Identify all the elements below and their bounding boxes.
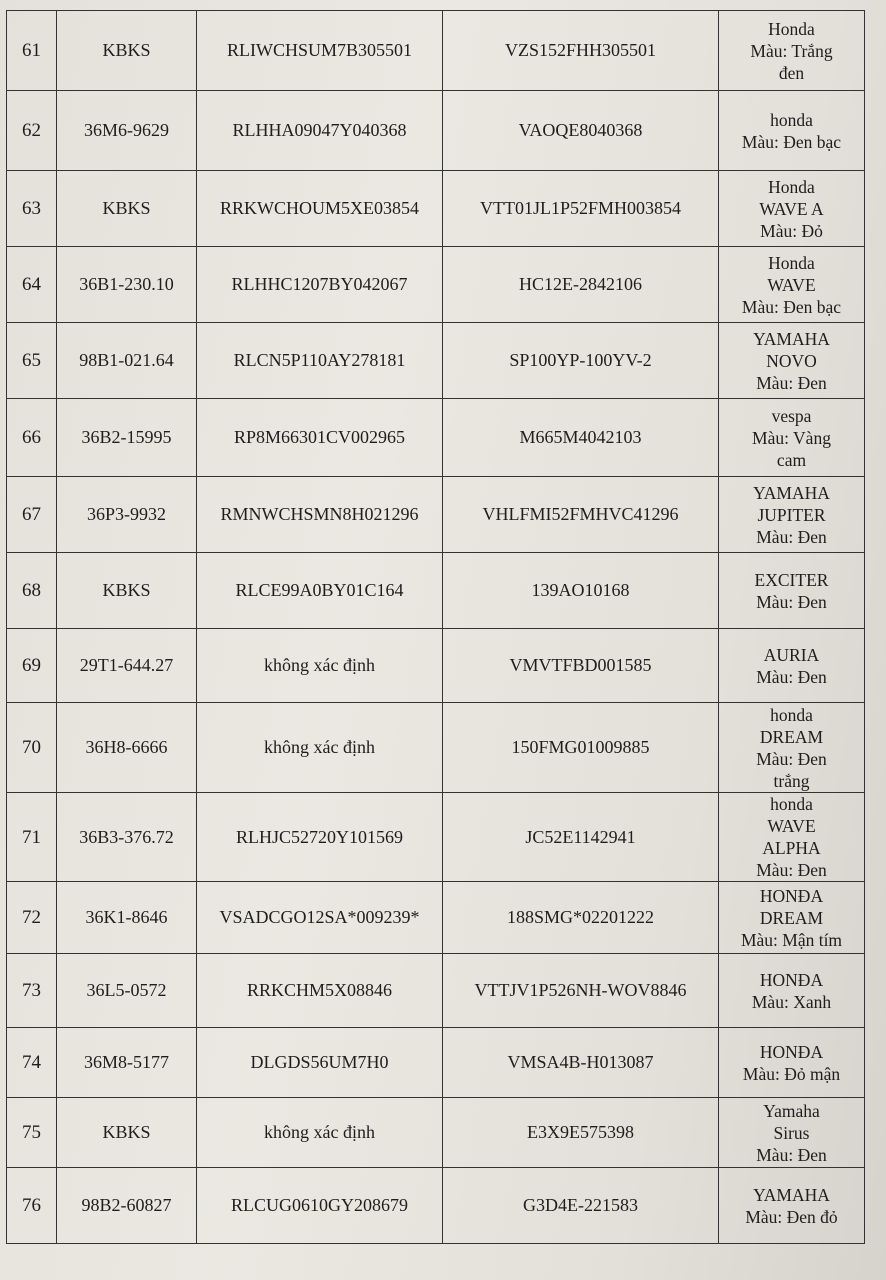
vehicle-description-line: Màu: Mận tím (740, 929, 843, 950)
engine-number-cell: 150FMG01009885 (443, 703, 719, 793)
table-row (7, 11, 865, 91)
vehicle-description-cell (719, 629, 865, 703)
engine-number-cell: JC52E1142941 (443, 793, 719, 882)
vehicle-description-cell (719, 91, 865, 171)
engine-number-cell: M665M4042103 (443, 399, 719, 477)
table-row (7, 629, 865, 703)
engine-number-cell: VMSA4B-H013087 (443, 1028, 719, 1098)
vehicle-description-line: honda (770, 109, 813, 130)
vehicle-description-line: honda (770, 704, 813, 725)
license-plate-cell: 36P3-9932 (57, 477, 197, 553)
vehicle-description-cell (719, 399, 865, 477)
vehicle-description-line: honda (770, 794, 813, 814)
vehicle-description-line: Honda (768, 176, 815, 197)
frame-number-cell: DLGDS56UM7H0 (197, 1028, 443, 1098)
engine-number-cell: G3D4E-221583 (443, 1168, 719, 1244)
frame-number-cell: không xác định (197, 1098, 443, 1168)
vehicle-description-line: WAVE (767, 816, 816, 836)
vehicle-description-line: Màu: Đỏ mận (742, 1063, 841, 1084)
frame-number-cell: RLCN5P110AY278181 (197, 323, 443, 399)
row-number: 71 (7, 793, 57, 882)
vehicle-description-line: Màu: Đen (756, 591, 827, 612)
vehicle-description-cell (719, 553, 865, 629)
engine-number-cell: 139AO10168 (443, 553, 719, 629)
license-plate-cell: 36M6-9629 (57, 91, 197, 171)
vehicle-description-line: Honda (768, 252, 815, 273)
license-plate-cell: 36H8-6666 (57, 703, 197, 793)
vehicle-description-line: Yamaha (763, 1100, 820, 1121)
vehicle-description-line: ALPHA (762, 838, 821, 858)
row-number: 67 (7, 477, 57, 553)
vehicle-description-line: Màu: Đen bạc (741, 131, 842, 152)
table-row (7, 1028, 865, 1098)
vehicle-description-line: HONĐA (759, 885, 824, 906)
frame-number-cell: RLHHC1207BY042067 (197, 247, 443, 323)
vehicle-description-line: Màu: Trắng (750, 40, 833, 61)
table-row (7, 793, 865, 882)
vehicle-description-line: Màu: Đen đỏ (745, 1206, 838, 1227)
row-number: 68 (7, 553, 57, 629)
table-row (7, 553, 865, 629)
vehicle-description-line: đen (778, 62, 805, 83)
row-number: 73 (7, 954, 57, 1028)
row-number: 61 (7, 11, 57, 91)
vehicle-description-line: YAMAHA (753, 1184, 830, 1205)
table-row (7, 703, 865, 793)
frame-number-cell: RRKCHM5X08846 (197, 954, 443, 1028)
vehicle-description-line: WAVE A (759, 198, 824, 219)
engine-number-cell: HC12E-2842106 (443, 247, 719, 323)
vehicle-description-line: Màu: Đen (756, 860, 827, 880)
engine-number-cell: E3X9E575398 (443, 1098, 719, 1168)
engine-number-cell: VMVTFBD001585 (443, 629, 719, 703)
license-plate-cell: 36M8-5177 (57, 1028, 197, 1098)
vehicle-description-line: AURIA (763, 644, 820, 665)
frame-number-cell: RRKWCHOUM5XE03854 (197, 171, 443, 247)
engine-number-cell: VTTJV1P526NH-WOV8846 (443, 954, 719, 1028)
frame-number-cell: RLCE99A0BY01C164 (197, 553, 443, 629)
vehicle-description-line: DREAM (759, 907, 824, 928)
engine-number-cell: SP100YP-100YV-2 (443, 323, 719, 399)
vehicle-description-line: Màu: Đen (756, 1144, 827, 1165)
vehicle-description-cell (719, 1028, 865, 1098)
engine-number-cell: VTT01JL1P52FMH003854 (443, 171, 719, 247)
vehicle-description-cell (719, 477, 865, 553)
vehicle-description-line: JUPITER (757, 504, 826, 525)
vehicle-description-line: Màu: Đen bạc (741, 296, 842, 317)
vehicle-description-cell (719, 793, 865, 882)
table-row (7, 399, 865, 477)
license-plate-cell: 36B3-376.72 (57, 793, 197, 882)
row-number: 63 (7, 171, 57, 247)
vehicle-description-line: Màu: Đen (756, 748, 827, 769)
engine-number-cell: VZS152FHH305501 (443, 11, 719, 91)
table-row (7, 1168, 865, 1244)
license-plate-cell: 36B1-230.10 (57, 247, 197, 323)
vehicle-description-cell (719, 11, 865, 91)
frame-number-cell: RLCUG0610GY208679 (197, 1168, 443, 1244)
vehicle-description-line: Màu: Đen (756, 526, 827, 547)
vehicle-description-cell (719, 171, 865, 247)
license-plate-cell: 36L5-0572 (57, 954, 197, 1028)
vehicle-table (6, 10, 865, 1244)
row-number: 70 (7, 703, 57, 793)
vehicle-description-line: Màu: Vàng (752, 427, 831, 448)
table-row (7, 1098, 865, 1168)
table-row (7, 91, 865, 171)
vehicle-description-line: Honda (768, 18, 815, 39)
vehicle-description-line: Màu: Đen (756, 666, 827, 687)
vehicle-description-line: HONĐA (759, 1041, 824, 1062)
frame-number-cell: RLHHA09047Y040368 (197, 91, 443, 171)
row-number: 69 (7, 629, 57, 703)
row-number: 72 (7, 882, 57, 954)
license-plate-cell: 29T1-644.27 (57, 629, 197, 703)
license-plate-cell: KBKS (57, 171, 197, 247)
frame-number-cell: RMNWCHSMN8H021296 (197, 477, 443, 553)
vehicle-description-line: DREAM (759, 726, 824, 747)
frame-number-cell: RLHJC52720Y101569 (197, 793, 443, 882)
row-number: 64 (7, 247, 57, 323)
license-plate-cell: KBKS (57, 553, 197, 629)
vehicle-description-line: Sirus (773, 1122, 810, 1143)
vehicle-description-line: trắng (773, 770, 810, 791)
vehicle-description-line: cam (776, 449, 807, 470)
vehicle-description-cell (719, 1098, 865, 1168)
license-plate-cell: 36B2-15995 (57, 399, 197, 477)
frame-number-cell: VSADCGO12SA*009239* (197, 882, 443, 954)
license-plate-cell: 36K1-8646 (57, 882, 197, 954)
row-number: 66 (7, 399, 57, 477)
vehicle-description-cell (719, 323, 865, 399)
row-number: 62 (7, 91, 57, 171)
vehicle-description-line: Màu: Đen (756, 372, 827, 393)
table-row (7, 323, 865, 399)
table-row (7, 477, 865, 553)
engine-number-cell: VHLFMI52FMHVC41296 (443, 477, 719, 553)
vehicle-description-cell (719, 1168, 865, 1244)
license-plate-cell: 98B1-021.64 (57, 323, 197, 399)
vehicle-description-line: WAVE (767, 274, 816, 295)
vehicle-description-cell (719, 247, 865, 323)
vehicle-description-line: YAMAHA (753, 328, 830, 349)
table-row (7, 954, 865, 1028)
vehicle-description-line: YAMAHA (753, 482, 830, 503)
vehicle-description-line: Màu: Đỏ (760, 220, 823, 241)
row-number: 74 (7, 1028, 57, 1098)
engine-number-cell: VAOQE8040368 (443, 91, 719, 171)
frame-number-cell: không xác định (197, 629, 443, 703)
frame-number-cell: RP8M66301CV002965 (197, 399, 443, 477)
row-number: 75 (7, 1098, 57, 1168)
row-number: 76 (7, 1168, 57, 1244)
frame-number-cell: RLIWCHSUM7B305501 (197, 11, 443, 91)
vehicle-description-line: EXCITER (754, 569, 829, 590)
frame-number-cell: không xác định (197, 703, 443, 793)
license-plate-cell: KBKS (57, 1098, 197, 1168)
table-row (7, 247, 865, 323)
vehicle-description-line: Màu: Xanh (751, 991, 832, 1012)
vehicle-description-line: vespa (771, 405, 812, 426)
vehicle-description-line: NOVO (766, 350, 817, 371)
table-row (7, 171, 865, 247)
table-row (7, 882, 865, 954)
license-plate-cell: 98B2-60827 (57, 1168, 197, 1244)
vehicle-description-line: HONĐA (759, 969, 824, 990)
vehicle-description-cell (719, 882, 865, 954)
row-number: 65 (7, 323, 57, 399)
engine-number-cell: 188SMG*02201222 (443, 882, 719, 954)
vehicle-table-body (7, 11, 865, 1244)
license-plate-cell: KBKS (57, 11, 197, 91)
vehicle-description-cell (719, 703, 865, 793)
vehicle-description-cell (719, 954, 865, 1028)
